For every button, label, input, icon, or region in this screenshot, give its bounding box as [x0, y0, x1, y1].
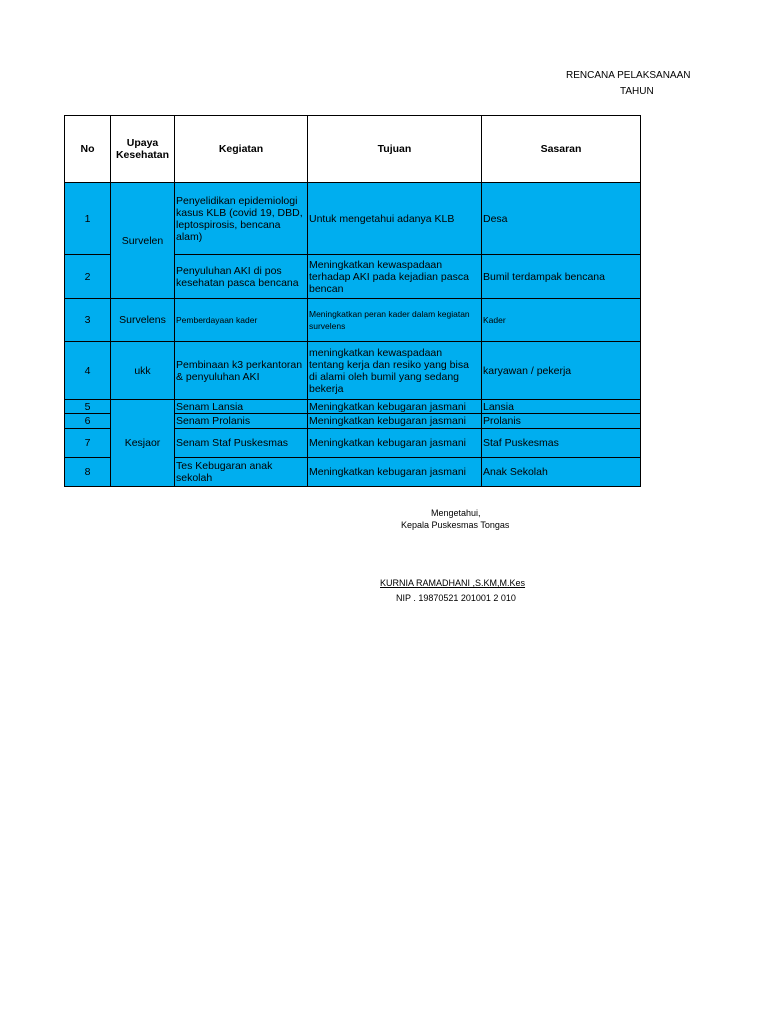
cell-tujuan: meningkatkan kewaspadaan tentang kerja dan resiko yang bisa di alami oleh bumil yang sedang bekerja: [308, 342, 482, 400]
cell-kegiatan: Pembinaan k3 perkantoran & penyuluhan AKI: [175, 342, 308, 400]
cell-kegiatan: Senam Staf Puskesmas: [175, 429, 308, 458]
cell-sasaran: Staf Puskesmas: [482, 429, 641, 458]
cell-no: 5: [65, 400, 111, 414]
cell-sasaran: Bumil terdampak bencana: [482, 255, 641, 299]
cell-sasaran: Kader: [482, 299, 641, 342]
document-title-line1: RENCANA PELAKSANAAN: [566, 70, 691, 81]
document-title-line2: TAHUN: [620, 86, 654, 97]
table-row: [65, 400, 641, 414]
table-header-row: [65, 116, 641, 183]
cell-tujuan: Meningkatkan peran kader dalam kegiatan survelens: [308, 299, 482, 342]
cell-sasaran: Anak Sekolah: [482, 458, 641, 487]
cell-no: 6: [65, 414, 111, 429]
signature-name: KURNIA RAMADHANI ,S.KM,M.Kes: [380, 578, 526, 588]
cell-no: 4: [65, 342, 111, 400]
cell-kegiatan: Senam Prolanis: [175, 414, 308, 429]
header-upaya: Upaya Kesehatan: [111, 116, 175, 183]
cell-no: 3: [65, 299, 111, 342]
header-kegiatan: Kegiatan: [175, 116, 308, 183]
table-row: [65, 299, 641, 342]
cell-kegiatan: Pemberdayaan kader: [175, 299, 308, 342]
table-row: [65, 342, 641, 400]
cell-sasaran: Desa: [482, 183, 641, 255]
cell-tujuan: Meningkatkan kebugaran jasmani: [308, 429, 482, 458]
signature-mengetahui: Mengetahui,: [431, 508, 481, 518]
cell-tujuan: Meningkatkan kebugaran jasmani: [308, 400, 482, 414]
cell-upaya: Survelen: [111, 183, 175, 299]
cell-sasaran: karyawan / pekerja: [482, 342, 641, 400]
header-no: No: [65, 116, 111, 183]
cell-no: 1: [65, 183, 111, 255]
cell-tujuan: Meningkatkan kebugaran jasmani: [308, 458, 482, 487]
cell-upaya: Survelens: [111, 299, 175, 342]
signature-nip: NIP . 19870521 201001 2 010: [396, 593, 516, 603]
activity-table: [64, 115, 641, 487]
cell-tujuan: Meningkatkan kebugaran jasmani: [308, 414, 482, 429]
signature-position: Kepala Puskesmas Tongas: [401, 520, 510, 530]
cell-upaya: Kesjaor: [111, 400, 175, 487]
cell-kegiatan: Tes Kebugaran anak sekolah: [175, 458, 308, 487]
cell-kegiatan: Senam Lansia: [175, 400, 308, 414]
cell-sasaran: Lansia: [482, 400, 641, 414]
cell-kegiatan: Penyelidikan epidemiologi kasus KLB (covid 19, DBD, leptospirosis, bencana alam): [175, 183, 308, 255]
cell-tujuan: Meningkatkan kewaspadaan terhadap AKI pada kejadian pasca bencan: [308, 255, 482, 299]
cell-no: 2: [65, 255, 111, 299]
table-row: [65, 183, 641, 255]
cell-kegiatan: Penyuluhan AKI di pos kesehatan pasca bencana: [175, 255, 308, 299]
cell-no: 7: [65, 429, 111, 458]
cell-no: 8: [65, 458, 111, 487]
cell-sasaran: Prolanis: [482, 414, 641, 429]
cell-tujuan: Untuk mengetahui adanya KLB: [308, 183, 482, 255]
header-sasaran: Sasaran: [482, 116, 641, 183]
cell-upaya: ukk: [111, 342, 175, 400]
header-tujuan: Tujuan: [308, 116, 482, 183]
